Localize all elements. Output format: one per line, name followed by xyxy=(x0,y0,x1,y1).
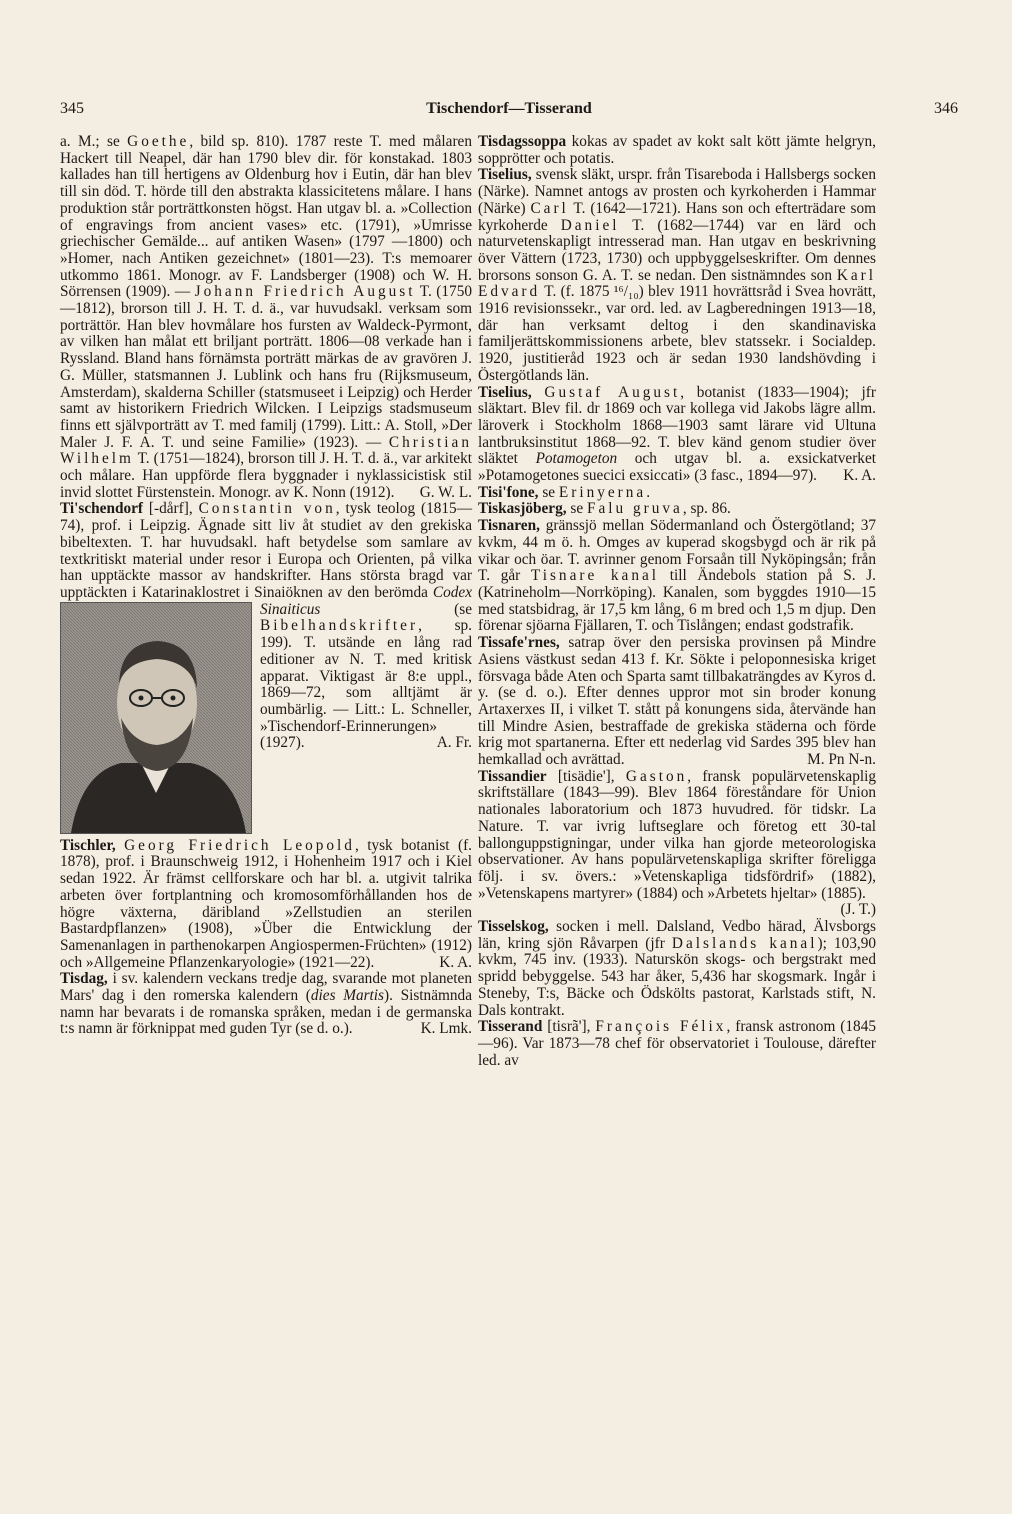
ref-link[interactable]: Falu gruva xyxy=(586,500,683,518)
headword: Tisi'fone, xyxy=(478,483,539,501)
text: i sv. kalendern veckans tredje dag, svarande mot planeten Mars' dag i den romerska kalendern ( xyxy=(60,970,472,1005)
entry-tisselskog xyxy=(478,919,876,1019)
text: (se xyxy=(320,600,472,618)
entry-tissandier xyxy=(478,767,876,919)
right-column xyxy=(478,134,876,1069)
text: T. (f. 1875 ¹⁶/₁₀) blev 1911 hovrättsråd i Svea hovrätt, 1916 revisionssekr., var ord. led. av Lagberedningen 1913—18, där han verksamt deltog i den skandinaviska familjerättskommissionens arbete, blev statssekr. i Socialdep. 1920, justitieråd 1923 och är sedan 1930 landshövding i Östergötlands län. xyxy=(478,283,876,384)
portrait-image xyxy=(60,602,252,834)
person-name: Daniel xyxy=(560,216,620,234)
person-name: Georg Friedrich Leopold xyxy=(124,836,355,854)
text: T. (1682—1744) var en lärd och naturvetenskapligt intresserad man. Han utgav en beskrivning över Vättern (1723, 1730) och uppbyggelseskrifter. Om dennes brorsons sonson G. A. T. se nedan. Den sistnämndes son xyxy=(478,216,876,284)
person-name: Johann Friedrich August xyxy=(194,283,416,301)
text: gränssjö mellan Södermanland och Östergötland; 37 kvkm, 44 m ö. h. Omges av kuperad skogsbygd och är rik på vikar och öar. T. avrinner genom Forsaån till Nyköpingsån; från T. går xyxy=(478,517,876,585)
pronunciation: [tisädie'], xyxy=(546,767,626,785)
ref-link[interactable]: Tisnare kanal xyxy=(530,567,660,585)
person-name: Gustaf August xyxy=(544,383,681,401)
author-signature: M. Pn N-n. xyxy=(807,751,876,769)
headword: Tischler, xyxy=(60,836,116,854)
text: , fransk astronom (1845—96). Var 1873—78 chef för observatoriet i Toulouse, därefter led. av xyxy=(478,1018,876,1069)
author-signature: K. Lmk. xyxy=(420,1020,472,1038)
page-number-left: 345 xyxy=(60,100,84,117)
headword: Tissandier xyxy=(478,767,547,785)
text: T. (1750—1812), brorson till J. H. T. d. ä., var huvudsakl. verksam som porträttör. Han blev hovmålare hos fursten av Waldeck-Pyrmont, av vilken han målat ett briljant porträtt. 1806—08 verkade han i Ryssland. Bland hans förnämsta porträtt märkas de av gravören J. G. Müller, statsmannen J. Lublink och hans fru (Rijksmuseum, Amsterdam), skalderna Schiller (statsmuseet i Leipzig) och Herder samt av historikern Friedrich Wilcken. I Leipzigs stadsmuseum finns ett självporträtt av T. med familj (1799). Litt.: A. Stoll, »Der Maler J. F. A. T. und seine Familie» (1923). — xyxy=(60,283,472,451)
headword: Tiselius, xyxy=(478,383,532,401)
text: kokas av spadet av kokt salt kött jämte helgryn, sopprötter och potatis. xyxy=(478,133,876,167)
ref-link[interactable]: Bibelhandskrifter xyxy=(260,617,419,635)
headword: Tiselius, xyxy=(478,166,532,184)
text: ); 103,90 kvkm, 745 inv. (1933). Naturskön skogs- och bergstrakt med spridd bebyggelse. 543 har åker, 5,436 har skogsmark. Ingår i Steneby, T:s, Bäcke och Ödskölts pastorat, Karlstads stift, N. Dals kontrakt. xyxy=(478,934,876,1019)
text: till Ändebols station på S. J. (Katrineholm—Norrköping). Kanalen, som byggdes 1910—15 med statsbidrag, är 17,5 km lång, 6 m bred och 1,5 m djup. Den förenar sjöarna Fjällaren, T. och Tislången; endast godstrafik. xyxy=(478,567,876,635)
text: , tysk botanist (f. 1878), prof. i Braunschweig 1912, i Hohenheim 1917 och i Kiel sedan 1922. Är främst cellforskare och har bl. a. utgivit talrika arbeten över fortplantning och kromosomförhållanden hos de högre växterna, däribland »Zellstudien an sterilen Bastardpflanzen» (1908), »Über die Entwicklung der Samenanlagen in parthenokarpen Angiospermen-Früchten» (1912) och »Allgemeine Pflanzenkaryologie» (1921—22). xyxy=(60,836,472,971)
entry-tisdagssoppa xyxy=(478,134,876,167)
text: , sp. 199). T. utsände en lång rad editioner av N. T. med kritisk apparat. Viktigast är 8:e uppl., 1869—72, som alltjämt är oumbärlig. — Litt.: L. Schneller, »Tischendorf-Erinnerungen» (1927). xyxy=(260,617,472,752)
text: , botanist (1833—1904); jfr släktart. Blev fil. dr 1869 och var kollega vid Jakobs lägre allm. läroverk i Stockholm 1868—1903 samt lärare vid Ultuna lantbruksinstitut 1868—92. T. blev känd genom studier över släktet xyxy=(478,383,876,468)
entry-tiskasjoberg xyxy=(478,501,876,518)
text: T. (1751—1824), brorson till J. H. T. d. ä., var arkitekt och målare. Han uppförde flera byggnader i nyklassicistisk stil invid slottet Fürstenstein. Monogr. av K. Nonn (1912). xyxy=(60,450,472,501)
entry-tisserand xyxy=(478,1019,876,1069)
entry-tisdag xyxy=(60,971,472,1038)
headword: Tissafe'rnes, xyxy=(478,634,560,652)
person-name: Constantin von xyxy=(198,500,336,518)
entry-tiselius-botanist xyxy=(478,385,876,485)
headword: Tisserand xyxy=(478,1018,543,1036)
pronunciation: [tisrã'], xyxy=(542,1018,596,1036)
text: socken i mell. Dalsland, Vedbo härad, Älvsborgs län, kring sjön Råvarpen (jfr xyxy=(478,918,876,952)
author-signature: G. W. L. xyxy=(419,483,472,501)
ref-link[interactable]: Goethe xyxy=(127,133,190,150)
text: . xyxy=(646,483,651,501)
text: se xyxy=(538,483,559,501)
person-name: Christian Wilhelm xyxy=(60,433,472,468)
author-signature: K. A. xyxy=(439,953,472,971)
headword: Tisdag, xyxy=(60,970,108,988)
entry-continuation xyxy=(60,134,472,501)
entry-tischler xyxy=(60,838,472,972)
text: , bild sp. 810). 1787 reste T. med målaren Hackert till Neapel, där han 1790 blev dir. för konstakad. 1803 kallades han till hertigens av Oldenburg hov i Eutin, där han blev till sin död. T. hörde till den abstrakta klassicitetens målare. I hans produktion står porträttkonsten högst. Han utgav bl. a. »Collection of engravings from ancient vases» etc. (1791), »Umrisse griechischer Gemälde... auf antiken Wasen» (1797 —1800) och »Homer, nach Antiken gezeichnet» (1801—23). T:s memoarer utkommo 1861. Monogr. av F. Landsberger (1908) och W. H. Sörrensen (1909). — xyxy=(60,133,472,301)
text: , fransk populärvetenskaplig skriftställare (1843—99). Blev 1864 föreståndare för Union nationales laboratorium och 1873 huvudred. för tidskr. La Nature. T. var ivrig luftseglare och företog ett 30-tal ballonguppstigningar, under vilka han gjorde meteorologiska observationer. Av hans populärvetenskapliga skrifter föreligga följ. i sv. övers.: »Vetenskapliga tidsfördrif» (1882), »Vetenskapens martyrer» (1884) och »Arbetets hjeltar» (1885). xyxy=(478,767,876,902)
text: satrap över den persiska provinsen på Mindre Asiens västkust sedan 413 f. Kr. Sökte i peloponnesiska kriget försvaga både Aten och Sparta samt tillbakaträngdes av Kyros d. y. (se d. o.). Efter dennes uppror mot sin broder konung Artaxerxes II, i vilket T. stått på konungens sida, återvände han till Mindre Asien, bestraffade de grekiska städerna och förde krig mot spartanerna. Efter ett nederlag vid Sardes 395 blev han hemkallad och avrättad. xyxy=(478,634,876,769)
author-signature: A. Fr. xyxy=(436,734,472,752)
text: , sp. 86. xyxy=(682,500,731,518)
author-signature: K. A. xyxy=(843,467,876,485)
entry-tisnaren xyxy=(478,518,876,635)
entry-tischendorf xyxy=(60,501,472,752)
text: svensk släkt, urspr. från Tisareboda i Hallsbergs socken (Närke). Namnet antogs av prosten och kyrkoherden i Hammar (Närke) xyxy=(478,166,876,217)
person-name: Carl xyxy=(530,199,569,217)
entry-tissafernes xyxy=(478,635,876,769)
left-column xyxy=(60,134,472,1038)
text: se xyxy=(566,500,587,518)
italic-term: Potamogeton xyxy=(535,450,618,468)
running-head-title: Tischendorf—Tisserand xyxy=(426,100,592,117)
headword: Tiskasjöberg, xyxy=(478,500,567,518)
italic-term: dies Martis xyxy=(310,987,385,1005)
entry-tiselius-family xyxy=(478,167,876,384)
headword: Tisselskog, xyxy=(478,918,549,936)
person-name: Karl Edvard xyxy=(478,266,876,301)
headword: Ti'schendorf xyxy=(60,500,144,518)
text: a. M.; se xyxy=(60,133,128,150)
entry-tisifone xyxy=(478,485,876,502)
page-number-right: 346 xyxy=(934,100,958,117)
person-name: Gaston xyxy=(625,767,688,785)
ref-link[interactable]: Dalslands kanal xyxy=(671,934,818,952)
headword: Tisnaren, xyxy=(478,517,540,535)
author-signature: (J. T.) xyxy=(840,901,876,919)
running-header xyxy=(60,100,958,124)
text: ). Sistnämnda namn har bevarats i de romanska språken, medan i de germanska t:s namn är förknippat med guden Tyr (se d. o.). xyxy=(60,987,472,1038)
pronunciation: [-dårf], xyxy=(143,500,199,518)
text: T. (1642—1721). Hans son och efterträdare som kyrkoherde xyxy=(478,199,876,234)
ref-link[interactable]: Erinyerna xyxy=(558,483,647,501)
headword: Tisdagssoppa xyxy=(478,133,567,150)
italic-title: Codex Sinaiticus xyxy=(260,583,472,618)
person-name: François Félix xyxy=(595,1018,727,1036)
text: , tysk teolog (1815—74), prof. i Leipzig. Ägnade sitt liv åt studiet av den grekiska bibeltexten. T. har huvudsakl. haft betydelse som samlare av textkritiskt material under resor i Europa och Orienten, på vilka han upptäckte massor av handskrifter. Hans största bragd var upptäckten i Katarinaklostret i Sinaiöknen av den berömda xyxy=(60,500,473,601)
text: och utgav bl. a. exsickatverket »Potamogetones suecici exsiccati» (3 fasc., 1894—97). xyxy=(478,450,876,485)
